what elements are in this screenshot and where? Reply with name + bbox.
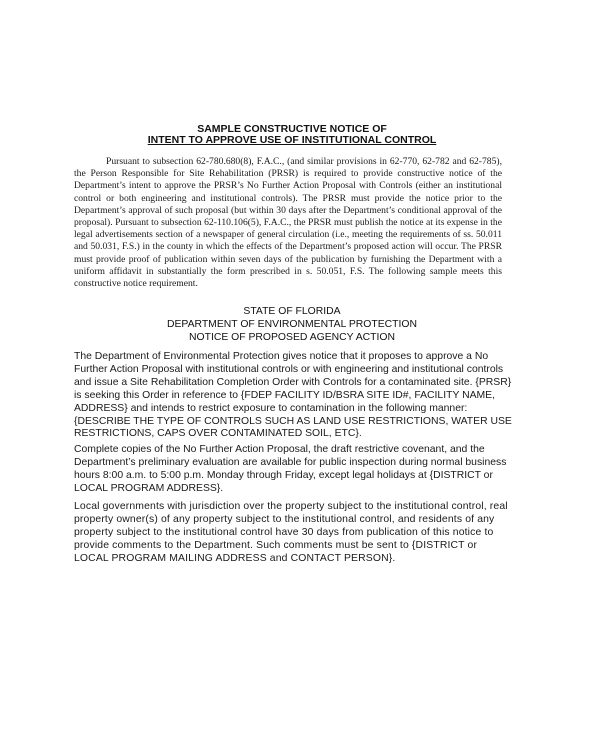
notice-heading-department: DEPARTMENT OF ENVIRONMENTAL PROTECTION [167, 319, 417, 330]
document-title-line-2: INTENT TO APPROVE USE OF INSTITUTIONAL CONTROL [147, 134, 437, 146]
document-title-line-1: SAMPLE CONSTRUCTIVE NOTICE OF [197, 123, 387, 135]
intro-paragraph: Pursuant to subsection 62-780.680(8), F.A.C., (and similar provisions in 62-770, 62-782 and 62-785), the Person Responsible for Site Rehabilitation (PRSR) is required to provide constructive notice of the Department’s intent to approve the PRSR’s No Further Action Proposal with Controls (either an institutional control or both engineering and institutional controls). The PRSR must provide the notice prior to the Department’s approval of such proposal (but within 30 days after the Department’s conditional approval of the proposal). Pursuant to subsection 62-110.106(5), F.A.C., the PRSR must publish the notice at its expense in the legal advertisements section of a newspaper of general circulation (i.e., meeting the requirements of ss. 50.011 and 50.031, F.S.) in the county in which the effects of the Department’s proposed action will occur. The PRSR must provide proof of publication within seven days of the publication by furnishing the Department with a uniform affidavit in substantially the form prescribed in s. 50.051, F.S. The following sample meets this constructive notice requirement. [74, 156, 502, 290]
notice-paragraph-3: Local governments with jurisdiction over the property subject to the institutional control, real property owner(s) of any property subject to the institutional control, and residents of any property subject to the institutional control have 30 days from publication of this notice to provide comments to the Department. Such comments must be sent to {DISTRICT or LOCAL PROGRAM MAILING ADDRESS and CONTACT PERSON}. [74, 501, 508, 564]
notice-heading-action: NOTICE OF PROPOSED AGENCY ACTION [189, 332, 395, 343]
notice-heading-state: STATE OF FLORIDA [243, 306, 341, 317]
notice-paragraph-1: The Department of Environmental Protection gives notice that it proposes to approve a No Further Action Proposal with institutional controls or with engineering and institutional controls and issue a Site Rehabilitation Completion Order with Controls for a contaminated site. {PRSR} is seeking this Order in reference to {FDEP FACILITY ID/BSRA SITE ID#, FACILITY NAME, ADDRESS} and intends to restrict exposure to contamination in the following manner: {DESCRIBE THE TYPE OF CONTROLS SUCH AS LAND USE RESTRICTIONS, WATER USE RESTRICTIONS, CAPS OVER CONTAMINATED SOIL, ETC}. [74, 351, 512, 440]
notice-paragraph-2: Complete copies of the No Further Action Proposal, the draft restrictive covenant, and the Department’s preliminary evaluation are available for public inspection during normal business hours 8:00 a.m. to 5:00 p.m. Monday through Friday, except legal holidays at {DISTRICT or LOCAL PROGRAM ADDRESS}. [74, 444, 507, 494]
